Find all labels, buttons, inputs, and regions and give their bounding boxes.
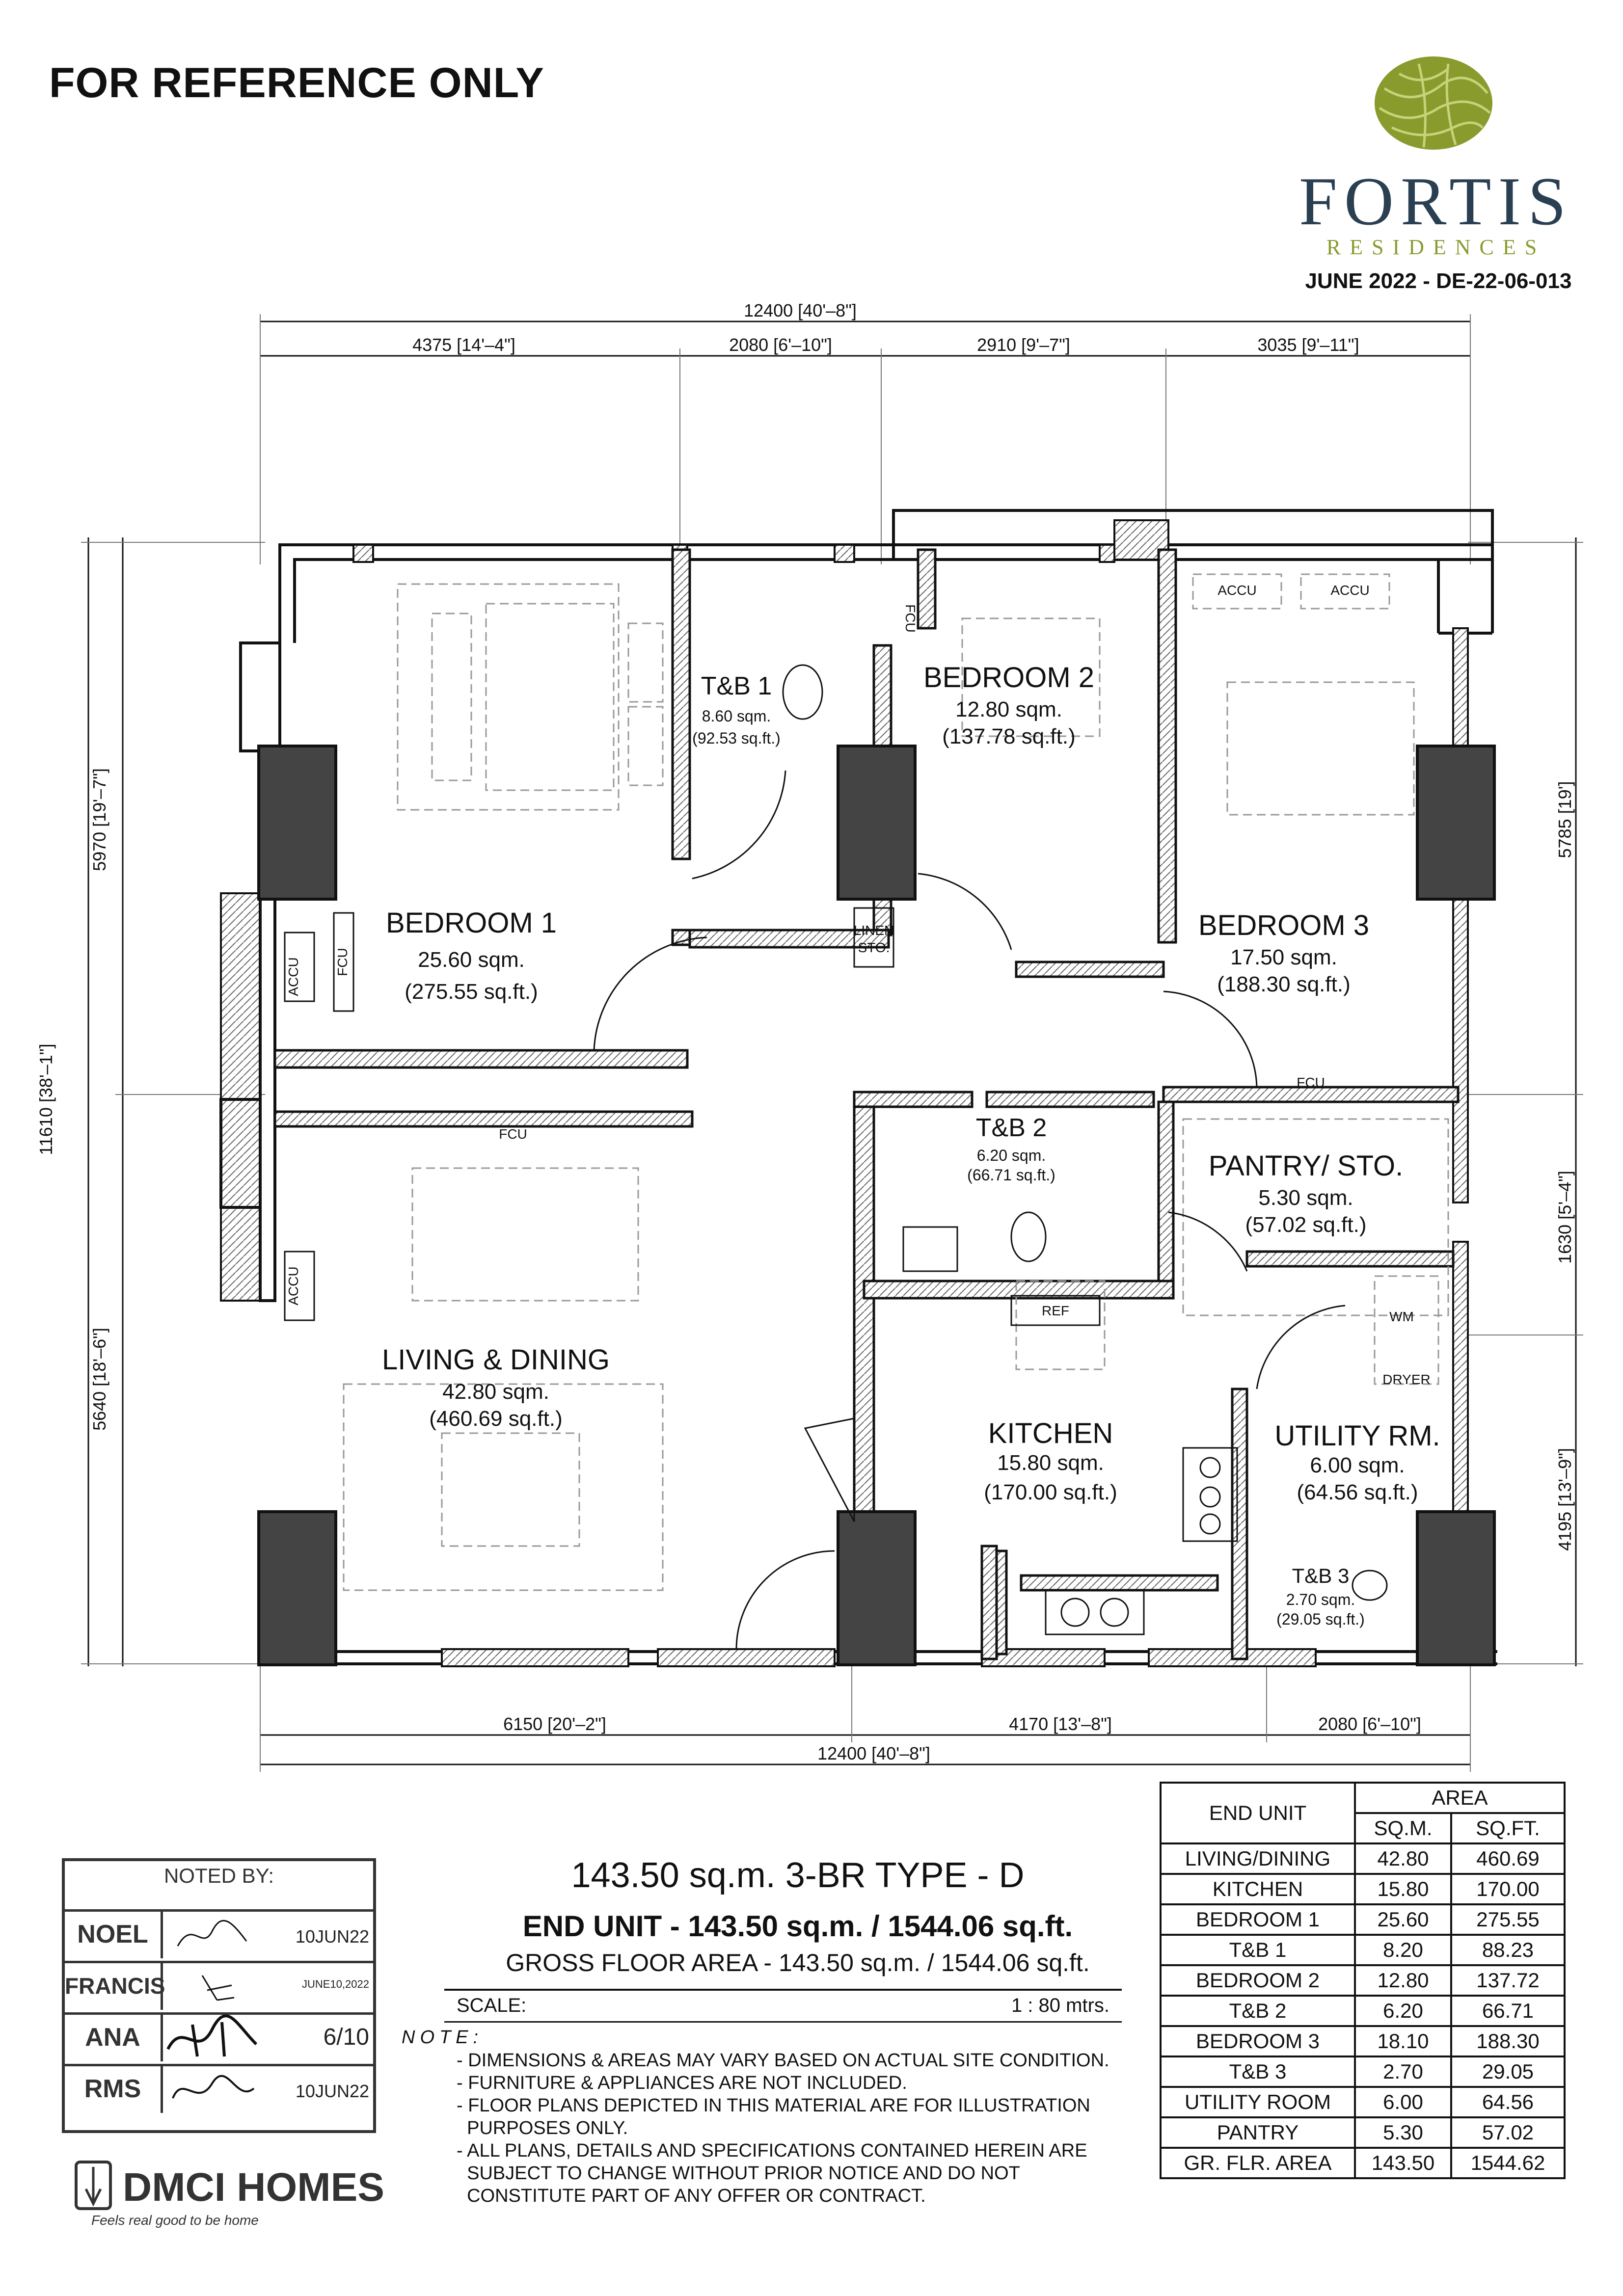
table-cell-sqft: 188.30 xyxy=(1451,2026,1565,2056)
dryer-tag: DRYER xyxy=(1382,1372,1431,1387)
table-cell-label: PANTRY xyxy=(1161,2117,1355,2148)
notes-list xyxy=(457,2049,1144,2207)
dim-bottom-total: 12400 [40'–8"] xyxy=(817,1743,930,1763)
dim-left-total: 11610 [38'–1"] xyxy=(36,1043,56,1155)
disclaimer-heading: FOR REFERENCE ONLY xyxy=(49,59,544,107)
table-cell-sqm: 5.30 xyxy=(1355,2117,1451,2148)
room-living-sqft: (460.69 sq.ft.) xyxy=(429,1407,563,1431)
signatory-row xyxy=(65,1961,373,2010)
room-utility-sqft: (64.56 sq.ft.) xyxy=(1297,1480,1418,1504)
note-line: PURPOSES ONLY. xyxy=(457,2118,628,2138)
accu-tag-2: ACCU xyxy=(286,1266,301,1306)
table-header-sqm: SQ.M. xyxy=(1355,1813,1451,1843)
table-cell-sqft: 460.69 xyxy=(1451,1843,1565,1874)
signature-date: 10JUN22 xyxy=(295,2081,369,2101)
table-cell-sqft: 1544.62 xyxy=(1451,2148,1565,2178)
note-line: CONSTITUTE PART OF ANY OFFER OR CONTRACT. xyxy=(457,2186,926,2206)
table-row xyxy=(1161,2026,1565,2056)
table-cell-sqm: 15.80 xyxy=(1355,1874,1451,1904)
signatory-row xyxy=(65,1909,373,1958)
room-bedroom3-sqft: (188.30 sq.ft.) xyxy=(1217,972,1351,996)
table-cell-label: T&B 2 xyxy=(1161,1996,1355,2026)
room-bedroom2-sqft: (137.78 sq.ft.) xyxy=(942,724,1076,748)
room-bedroom2-sqm: 12.80 sqm. xyxy=(955,697,1062,721)
table-row xyxy=(1161,2117,1565,2148)
fcu-tag-4: FCU xyxy=(1297,1075,1325,1090)
room-utility-sqm: 6.00 sqm. xyxy=(1310,1453,1405,1477)
table-cell-sqm: 18.10 xyxy=(1355,2026,1451,2056)
room-tb2-name: T&B 2 xyxy=(975,1114,1047,1142)
table-header-sqft: SQ.FT. xyxy=(1451,1813,1565,1843)
table-row xyxy=(1161,1965,1565,1996)
fcu-tag-3: FCU xyxy=(499,1126,527,1142)
room-living-name: LIVING & DINING xyxy=(381,1344,610,1376)
sto-tag: STO. xyxy=(858,940,890,955)
table-cell-label: GR. FLR. AREA xyxy=(1161,2148,1355,2178)
table-cell-sqm: 6.20 xyxy=(1355,1996,1451,2026)
end-unit-area: END UNIT - 143.50 sq.m. / 1544.06 sq.ft. xyxy=(522,1910,1073,1943)
signatory-name: FRANCIS xyxy=(65,1963,163,2010)
signature-icon xyxy=(192,1971,242,2010)
note-line: SUBJECT TO CHANGE WITHOUT PRIOR NOTICE AND DO NOT xyxy=(457,2163,1020,2184)
room-bedroom1-sqft: (275.55 sq.ft.) xyxy=(405,980,538,1004)
table-cell-label: T&B 3 xyxy=(1161,2056,1355,2087)
room-pantry-sqft: (57.02 sq.ft.) xyxy=(1245,1213,1367,1237)
room-tb1-sqft: (92.53 sq.ft.) xyxy=(692,729,781,747)
room-tb3-sqm: 2.70 sqm. xyxy=(1286,1591,1355,1608)
developer-name: DMCI HOMES xyxy=(123,2165,384,2210)
table-cell-sqm: 143.50 xyxy=(1355,2148,1451,2178)
room-bedroom1-sqm: 25.60 sqm. xyxy=(418,948,525,972)
table-row xyxy=(1161,1904,1565,1935)
note-line: - ALL PLANS, DETAILS AND SPECIFICATIONS CONTAINED HEREIN ARE xyxy=(457,2140,1087,2161)
table-row xyxy=(1161,1874,1565,1904)
room-tb1-sqm: 8.60 sqm. xyxy=(702,707,771,725)
fcu-tag-2: FCU xyxy=(903,604,918,633)
signatory-row xyxy=(65,2064,373,2113)
table-cell-label: T&B 1 xyxy=(1161,1935,1355,1965)
scale-value: 1 : 80 mtrs. xyxy=(1011,1995,1109,2016)
dim-right-seg-2: 1630 [5'–4"] xyxy=(1555,1171,1575,1264)
dim-right-seg-1: 5785 [19'] xyxy=(1555,781,1575,858)
scale-label: SCALE: xyxy=(457,1995,527,2016)
note-line: - DIMENSIONS & AREAS MAY VARY BASED ON ACTUAL SITE CONDITION. xyxy=(457,2050,1109,2071)
noted-by-heading: NOTED BY: xyxy=(163,1864,274,1887)
table-cell-sqft: 137.72 xyxy=(1451,1965,1565,1996)
table-cell-sqft: 57.02 xyxy=(1451,2117,1565,2148)
signatory-name: NOEL xyxy=(65,1912,163,1958)
area-table xyxy=(1160,1782,1566,2179)
room-utility-name: UTILITY RM. xyxy=(1274,1420,1440,1452)
table-cell-sqm: 25.60 xyxy=(1355,1904,1451,1935)
gross-floor-area: GROSS FLOOR AREA - 143.50 sq.m. / 1544.06 sq.ft. xyxy=(506,1949,1090,1976)
dim-top-seg-1: 4375 [14'–4"] xyxy=(412,335,515,355)
accu-tag-1: ACCU xyxy=(286,957,301,996)
table-cell-sqft: 29.05 xyxy=(1451,2056,1565,2087)
room-pantry-name: PANTRY/ STO. xyxy=(1208,1150,1404,1182)
room-tb3-sqft: (29.05 sq.ft.) xyxy=(1276,1610,1365,1628)
table-cell-sqft: 170.00 xyxy=(1451,1874,1565,1904)
dim-top-seg-2: 2080 [6'–10"] xyxy=(729,335,832,355)
room-kitchen-sqm: 15.80 sqm. xyxy=(997,1451,1104,1475)
signatory-name: RMS xyxy=(65,2066,163,2113)
table-cell-label: BEDROOM 1 xyxy=(1161,1904,1355,1935)
room-living-sqm: 42.80 sqm. xyxy=(442,1380,549,1404)
brand-subtitle: RESIDENCES xyxy=(1326,235,1546,259)
dim-bottom-seg-3: 2080 [6'–10"] xyxy=(1318,1714,1421,1734)
table-cell-label: LIVING/DINING xyxy=(1161,1843,1355,1874)
interior-walls xyxy=(275,550,1458,1659)
note-heading: NOTE: xyxy=(402,2027,484,2048)
signature-icon xyxy=(168,2069,256,2113)
dim-left-seg-1: 5970 [19'–7"] xyxy=(89,768,109,871)
table-cell-label: BEDROOM 2 xyxy=(1161,1965,1355,1996)
table-cell-label: BEDROOM 3 xyxy=(1161,2026,1355,2056)
signature-icon xyxy=(173,1917,251,1956)
dim-top-seg-3: 2910 [9'–7"] xyxy=(977,335,1070,355)
room-tb2-sqft: (66.71 sq.ft.) xyxy=(967,1166,1055,1184)
room-bedroom3-sqm: 17.50 sqm. xyxy=(1230,945,1337,969)
signature-date: 6/10 xyxy=(323,2024,369,2050)
table-row xyxy=(1161,2148,1565,2178)
wm-tag: WM xyxy=(1389,1309,1414,1324)
table-cell-sqm: 8.20 xyxy=(1355,1935,1451,1965)
table-cell-sqft: 275.55 xyxy=(1451,1904,1565,1935)
developer-tagline: Feels real good to be home xyxy=(91,2213,259,2228)
dim-bottom-seg-2: 4170 [13'–8"] xyxy=(1009,1714,1112,1734)
table-row xyxy=(1161,1935,1565,1965)
dim-top-seg-4: 3035 [9'–11"] xyxy=(1257,335,1359,355)
table-row xyxy=(1161,2056,1565,2087)
table-header-row xyxy=(1161,1783,1565,1813)
table-cell-sqft: 88.23 xyxy=(1451,1935,1565,1965)
table-cell-sqm: 6.00 xyxy=(1355,2087,1451,2117)
dim-right-seg-3: 4195 [13'–9"] xyxy=(1555,1448,1575,1551)
room-kitchen-name: KITCHEN xyxy=(988,1417,1113,1449)
signature-date: JUNE10,2022 xyxy=(302,1978,369,1990)
room-bedroom1-name: BEDROOM 1 xyxy=(385,907,557,939)
document-reference: JUNE 2022 - DE-22-06-013 xyxy=(1305,269,1572,293)
room-bedroom3-name: BEDROOM 3 xyxy=(1198,909,1370,941)
table-header-area: AREA xyxy=(1355,1783,1565,1813)
fcu-tag-1: FCU xyxy=(335,948,350,976)
unit-type-title: 143.50 sq.m. 3-BR TYPE - D xyxy=(571,1856,1025,1895)
room-pantry-sqm: 5.30 sqm. xyxy=(1258,1186,1353,1210)
table-cell-sqm: 2.70 xyxy=(1355,2056,1451,2087)
accu-tag-4: ACCU xyxy=(1330,583,1370,598)
table-row xyxy=(1161,1996,1565,2026)
room-tb1-name: T&B 1 xyxy=(701,672,772,700)
table-cell-label: KITCHEN xyxy=(1161,1874,1355,1904)
dim-left-seg-2: 5640 [18'–6"] xyxy=(89,1328,109,1431)
signatory-name: ANA xyxy=(65,2015,163,2061)
table-row xyxy=(1161,1843,1565,1874)
signature-date: 10JUN22 xyxy=(295,1926,369,1947)
note-line: - FLOOR PLANS DEPICTED IN THIS MATERIAL ARE FOR ILLUSTRATION xyxy=(457,2095,1090,2116)
signatory-row xyxy=(65,2012,373,2061)
table-cell-sqm: 12.80 xyxy=(1355,1965,1451,1996)
table-cell-label: UTILITY ROOM xyxy=(1161,2087,1355,2117)
table-row xyxy=(1161,2087,1565,2117)
room-tb2-sqm: 6.20 sqm. xyxy=(976,1147,1046,1164)
room-tb3-name: T&B 3 xyxy=(1292,1564,1350,1587)
signature-icon xyxy=(163,2015,261,2064)
table-cell-sqft: 66.71 xyxy=(1451,1996,1565,2026)
brand-name: FORTIS xyxy=(1299,163,1573,240)
dim-top-total: 12400 [40'–8"] xyxy=(744,300,857,320)
note-line: - FURNITURE & APPLIANCES ARE NOT INCLUDED. xyxy=(457,2073,907,2093)
room-kitchen-sqft: (170.00 sq.ft.) xyxy=(984,1480,1117,1504)
room-bedroom2-name: BEDROOM 2 xyxy=(923,662,1095,694)
table-body xyxy=(1161,1843,1565,2178)
table-cell-sqm: 42.80 xyxy=(1355,1843,1451,1874)
linen-tag: LINEN xyxy=(853,923,894,938)
table-header-unit: END UNIT xyxy=(1161,1783,1355,1843)
ref-tag: REF xyxy=(1042,1303,1069,1318)
accu-tag-3: ACCU xyxy=(1217,583,1257,598)
dim-bottom-seg-1: 6150 [20'–2"] xyxy=(503,1714,606,1734)
table-cell-sqft: 64.56 xyxy=(1451,2087,1565,2117)
